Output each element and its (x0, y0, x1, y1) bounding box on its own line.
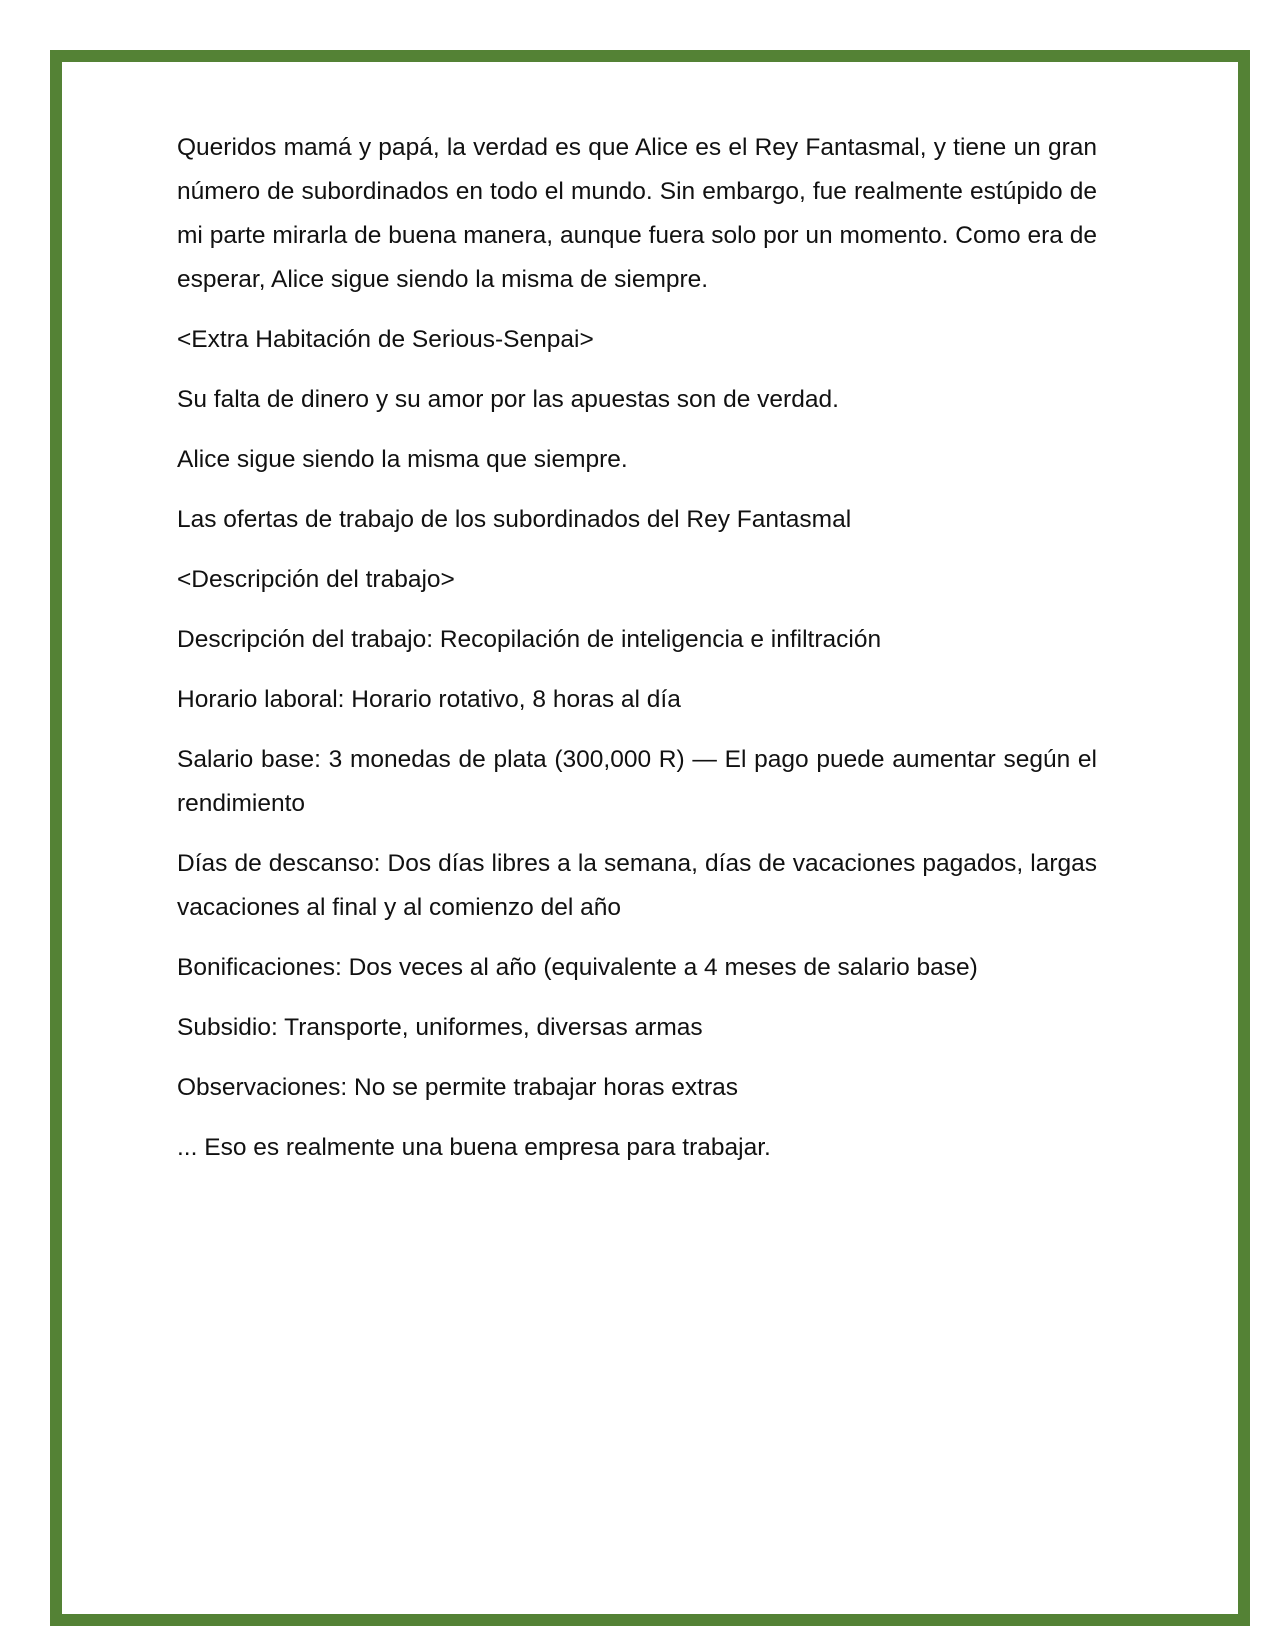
paragraph-alice-same: Alice sigue siendo la misma que siempre. (177, 446, 628, 473)
days-off-line: Días de descanso: Dos días libres a la semana, días de vacaciones pagados, largas vacaciones al final y al comienzo del año (177, 850, 1097, 921)
closing-line: ... Eso es realmente una buena empresa para trabajar. (177, 1134, 771, 1161)
work-schedule-line: Horario laboral: Horario rotativo, 8 horas al día (177, 686, 681, 713)
document-body (177, 126, 1097, 1186)
page-border-frame (50, 50, 1250, 1626)
job-offers-title: Las ofertas de trabajo de los subordinados del Rey Fantasmal (177, 506, 852, 533)
allowance-line: Subsidio: Transporte, uniformes, diversas armas (177, 1014, 703, 1041)
intro-paragraph: Queridos mamá y papá, la verdad es que Alice es el Rey Fantasmal, y tiene un gran número de subordinados en todo el mundo. Sin embargo, fue realmente estúpido de mi parte mirarla de buena manera, aunque fuera solo por un momento. Como era de esperar, Alice sigue siendo la misma de siempre. (177, 134, 1097, 293)
job-description-heading: <Descripción del trabajo> (177, 566, 455, 593)
base-salary-line: Salario base: 3 monedas de plata (300,000 R) — El pago puede aumentar según el rendimiento (177, 746, 1097, 817)
paragraph-money-gambling: Su falta de dinero y su amor por las apuestas son de verdad. (177, 386, 839, 413)
remarks-line: Observaciones: No se permite trabajar horas extras (177, 1074, 739, 1101)
bonuses-line: Bonificaciones: Dos veces al año (equivalente a 4 meses de salario base) (177, 954, 978, 981)
extra-heading: <Extra Habitación de Serious-Senpai> (177, 326, 594, 353)
job-description-line: Descripción del trabajo: Recopilación de inteligencia e infiltración (177, 626, 882, 653)
